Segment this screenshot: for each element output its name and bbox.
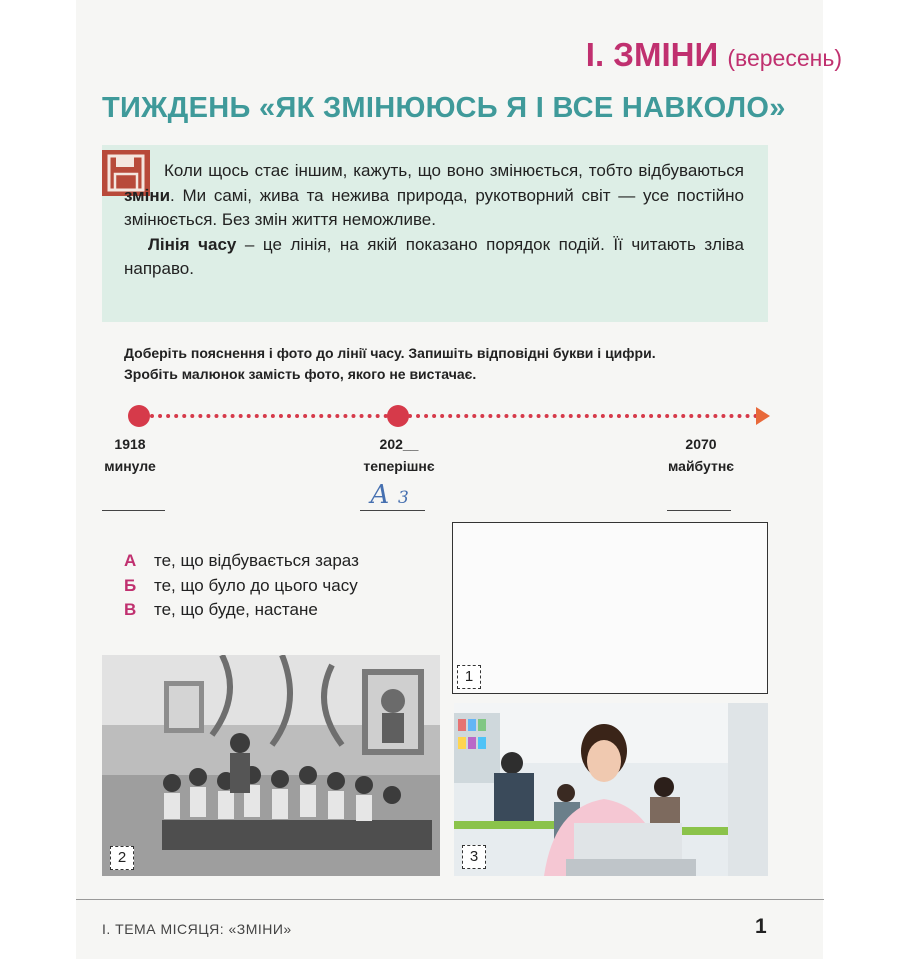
handwritten-number: 3 [397,488,409,508]
answer-blank-past[interactable] [102,510,165,511]
info-paragraph-2 [124,233,744,282]
option-b [124,574,359,599]
frame-number-3: 3 [462,845,486,869]
timeline-segment-2 [408,414,758,418]
year-past: 1918 [114,436,146,452]
page-margin [823,0,900,959]
timeline-dot-present [387,405,409,427]
option-text: те, що було до цього часу [154,575,358,595]
handwritten-letter: А [370,480,390,510]
modern-classroom-photo [454,703,768,876]
year-present: 202__ [379,436,419,452]
answer-blank-present[interactable] [360,510,425,511]
info-p1-bold: зміни [124,185,171,205]
footer-divider [76,899,824,900]
label-present: теперішнє [363,458,435,474]
year-future: 2070 [685,436,717,452]
option-letter: А [124,551,137,570]
info-p1-part2: . Ми самі, жива та нежива природа, рукотворний світ — усе постійно змінюється. Без змін життя неможливе. [124,185,744,229]
info-text [124,159,744,282]
info-p2-bold: Лінія часу [148,234,237,254]
task-instructions [124,343,764,385]
timeline-label-past [70,433,190,477]
drawing-box[interactable] [452,522,768,694]
week-title: ТИЖДЕНЬ «ЯК ЗМІНЮЮСЬ Я І ВСЕ НАВКОЛО» [102,92,786,124]
old-classroom-photo [102,655,440,876]
info-paragraph-1 [124,159,744,233]
frame-number-1: 1 [457,665,481,689]
info-p2-text: – це лінія, на якій показано порядок подій. Її читають зліва направо. [124,234,744,278]
option-text: те, що відбувається зараз [154,551,359,570]
option-text: те, що буде, настане [154,600,318,619]
chapter-title-text: І. ЗМІНИ [585,36,719,73]
label-past: минуле [104,458,156,474]
timeline-segment-1 [150,414,388,418]
footer-text: І. ТЕМА МІСЯЦЯ: «ЗМІНИ» [102,921,292,937]
task-line-2: Зробіть малюнок замість фото, якого не вистачає. [124,366,477,382]
frame-number-2: 2 [110,846,134,870]
chapter-title [586,36,842,74]
answer-options [124,549,359,623]
option-letter: Б [124,575,137,595]
timeline-label-present [339,433,459,477]
label-future: майбутнє [667,458,735,474]
option-c [124,598,359,623]
page-number: 1 [755,915,767,938]
timeline-arrow-icon [756,407,770,425]
option-a [124,549,359,574]
handwritten-answer [370,480,409,510]
task-line-1: Доберіть пояснення і фото до лінії часу. Запишіть відповідні букви і цифри. [124,345,656,361]
chapter-month: (вересень) [727,45,842,71]
timeline-label-future [641,433,761,477]
timeline-dot-past [128,405,150,427]
answer-blank-future[interactable] [667,510,731,511]
info-p1-part1: Коли щось стає іншим, кажуть, що воно змінюється, тобто відбуваються [164,161,744,180]
old-classroom-image [102,655,440,876]
modern-classroom-image [454,703,768,876]
option-letter: В [124,600,137,619]
